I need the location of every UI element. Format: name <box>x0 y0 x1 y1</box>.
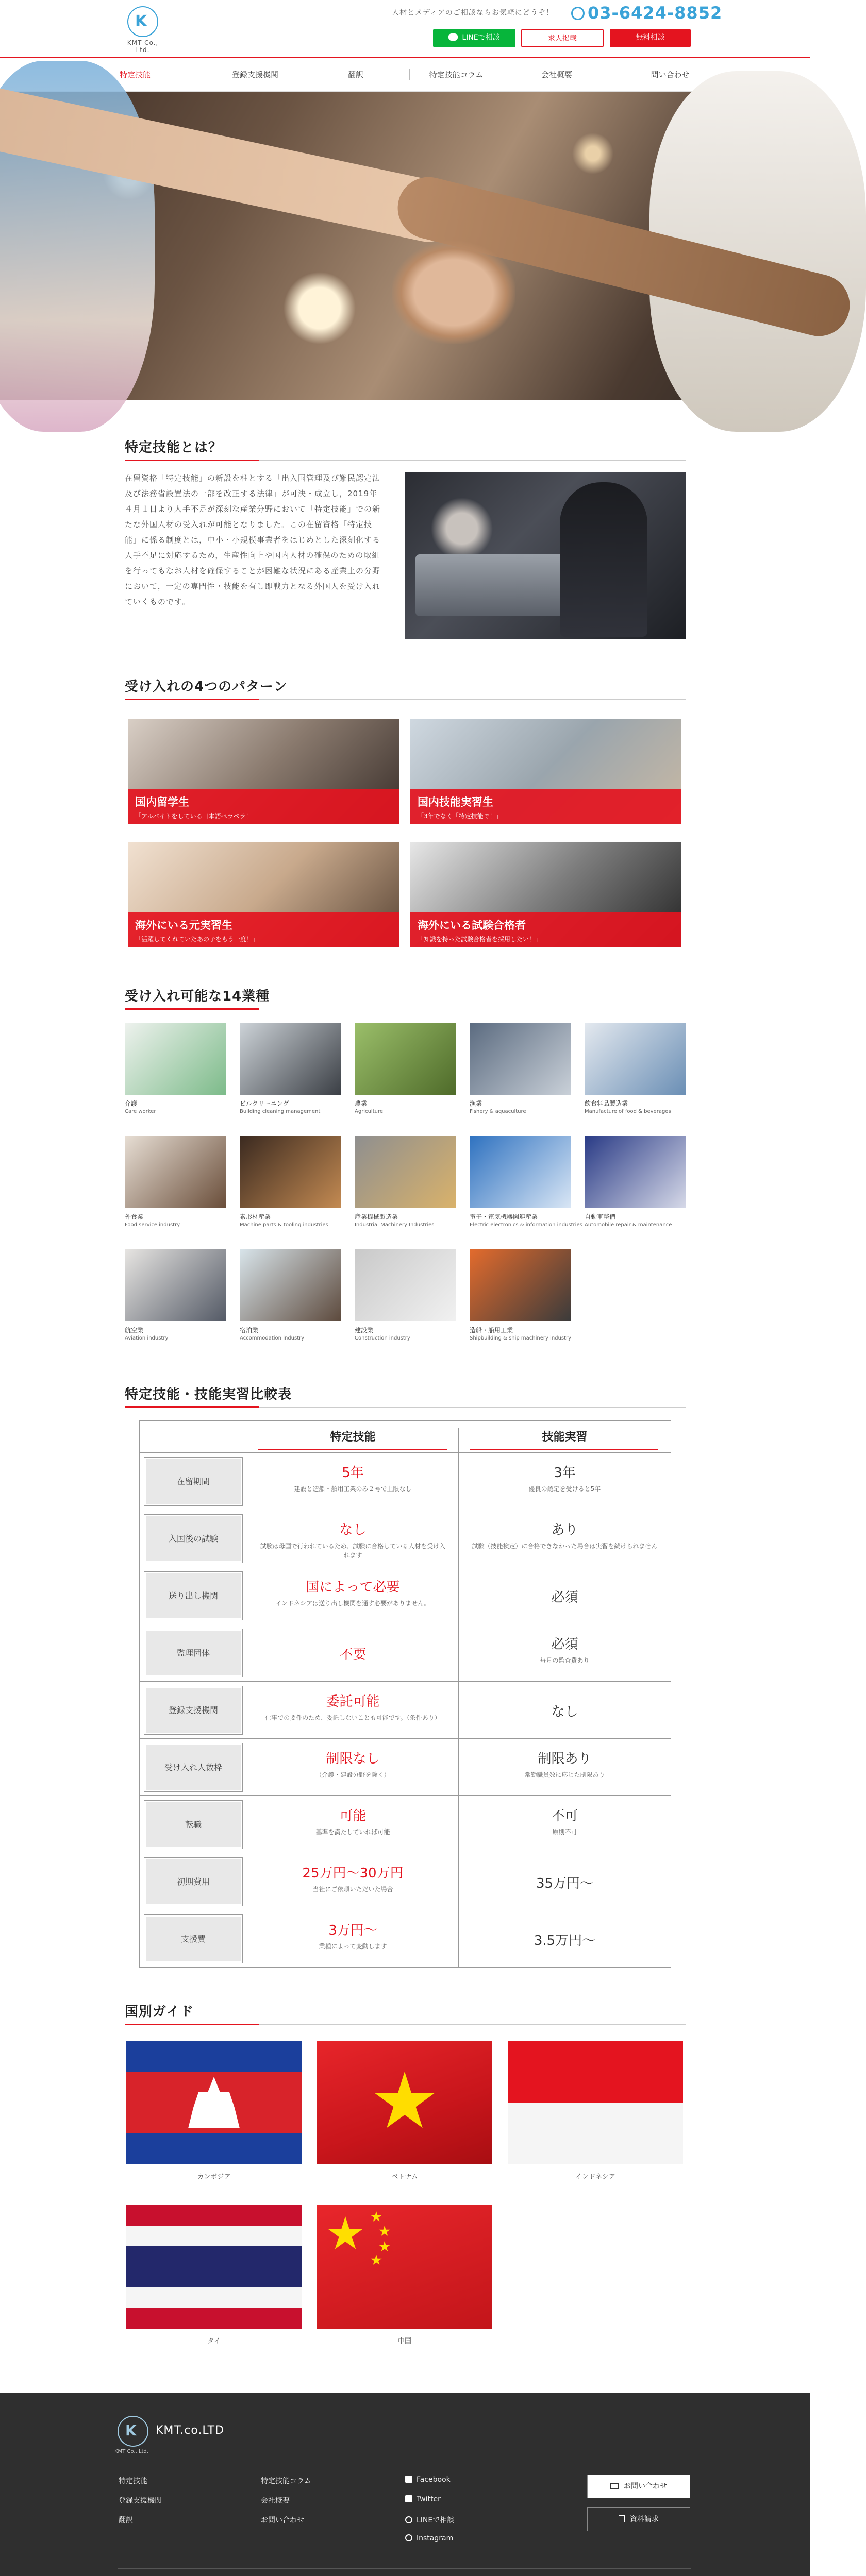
footer-link-company[interactable]: 会社概要 <box>261 2497 290 2505</box>
row-label: 支援費 <box>144 1914 243 1963</box>
jisshu-value: あり <box>551 1522 578 1538</box>
footer <box>0 2393 810 2576</box>
nav-divider <box>409 69 410 80</box>
industry-name-en: Aviation industry <box>125 1335 169 1341</box>
jisshu-cell <box>458 1453 671 1510</box>
instagram-icon <box>405 2534 412 2541</box>
jisshu-cell <box>458 1739 671 1796</box>
footer-logo-icon[interactable]: K <box>118 2416 148 2447</box>
line-icon <box>448 33 458 41</box>
pattern-caption <box>128 912 399 947</box>
footer-logo-subtitle: KMT Co., Ltd. <box>114 2449 148 2454</box>
flag-thailand[interactable] <box>126 2205 302 2329</box>
tokutei-value: なし <box>339 1522 367 1538</box>
jisshu-note: 毎月の監査費あり <box>540 1657 590 1664</box>
industry-name-en: Automobile repair & maintenance <box>585 1222 672 1228</box>
tokutei-note: 業種によって変動します <box>319 1943 387 1950</box>
industry-card[interactable] <box>585 1023 686 1114</box>
tokutei-note: 当社にご依頼いただいた場合 <box>312 1886 393 1893</box>
industry-card[interactable] <box>125 1249 226 1341</box>
industry-card[interactable] <box>240 1136 341 1228</box>
jisshu-cell <box>458 1796 671 1853</box>
nav-tokutei[interactable]: 特定技能 <box>119 70 151 79</box>
flag-cambodia[interactable] <box>126 2041 302 2164</box>
tokutei-note: 試験は母国で行われているため、試験に合格している人材を受け入れます <box>260 1543 446 1559</box>
tokutei-cell <box>247 1796 458 1853</box>
footer-link-column[interactable]: 特定技能コラム <box>261 2477 311 2485</box>
industry-card[interactable] <box>125 1136 226 1228</box>
tokutei-note: 建設と造船・舶用工業のみ２号で上限なし <box>294 1485 412 1493</box>
tokutei-value: 委託可能 <box>326 1694 380 1709</box>
patterns-title: 受け入れの4つのパターン <box>125 676 686 700</box>
table-row <box>140 1624 671 1682</box>
footer-link-translation[interactable]: 翻訳 <box>119 2516 133 2524</box>
industry-name: 産業機械製造業 <box>355 1213 398 1221</box>
flag-vietnam[interactable] <box>317 2041 492 2164</box>
tokutei-value: 5年 <box>342 1465 364 1481</box>
jisshu-value: 3年 <box>554 1465 576 1481</box>
row-label: 在留期間 <box>144 1457 243 1506</box>
industry-name-en: Accommodation industry <box>240 1335 305 1341</box>
industry-name-en: Fishery & aquaculture <box>470 1109 526 1114</box>
table-row <box>140 1682 671 1739</box>
about-text: 在留資格「特定技能」の新設を柱とする「出入国管理及び難民認定法及び法務省設置法の一部を改正する法律」が可決・成立し，2019年４月１日より人手不足が深刻な産業分野において「特定技能」での新たな外国人材の受入れが可能となりました。この在留資格「特定技能」に係る制度とは，中小・小規模事業者をはじめとした深刻化する人手不足に対応するため，生産性向上や国内人材の確保のための取組を行ってもなお人材を確保することが困難な状況にある産業上の分野において，一定の専門性・技能を有し即戦力となる外国人を受け入れていくものです。 <box>125 473 381 606</box>
tokutei-value: 制限なし <box>326 1751 380 1767</box>
footer-line[interactable] <box>405 2515 454 2525</box>
tokutei-cell <box>247 1624 458 1682</box>
pattern-caption <box>410 789 681 824</box>
industry-card[interactable] <box>585 1136 686 1228</box>
twitter-label: Twitter <box>417 2495 441 2503</box>
industry-name-en: Food service industry <box>125 1222 180 1228</box>
facebook-icon <box>405 2476 412 2483</box>
nav-support-org[interactable]: 登録支援機関 <box>231 70 278 79</box>
industry-photo <box>585 1136 686 1208</box>
footer-link-support-org[interactable]: 登録支援機関 <box>119 2497 162 2505</box>
pattern-title: 国内技能実習生 <box>418 796 493 808</box>
jisshu-value: 不可 <box>551 1808 578 1824</box>
pattern-subtitle: 「知識を持った試験合格者を採用したい！」 <box>418 936 542 943</box>
industry-card[interactable] <box>240 1023 341 1114</box>
industry-photo <box>355 1023 456 1095</box>
tokutei-value: 可能 <box>339 1808 367 1824</box>
row-label: 受け入れ人数枠 <box>144 1743 243 1792</box>
tokutei-cell <box>247 1510 458 1567</box>
industry-photo <box>355 1249 456 1321</box>
country-name: インドネシア <box>575 2173 615 2181</box>
compare-title: 特定技能・技能実習比較表 <box>125 1384 686 1408</box>
tokutei-cell <box>247 1853 458 1910</box>
tokutei-cell <box>247 1453 458 1510</box>
footer-brand: KMT.co.LTD <box>156 2424 224 2437</box>
pattern-card-trainee[interactable] <box>410 719 681 824</box>
industry-name-en: Building cleaning management <box>240 1109 321 1114</box>
footer-facebook[interactable] <box>405 2476 451 2484</box>
footer-instagram[interactable] <box>405 2534 453 2543</box>
table-row <box>140 1510 671 1567</box>
about-photo <box>405 472 686 639</box>
tokutei-note: 仕事での要件のため、委託しないことも可能です。（条件あり） <box>265 1714 441 1721</box>
nav-translation[interactable]: 翻訳 <box>347 70 363 79</box>
footer-link-tokutei[interactable]: 特定技能 <box>119 2477 147 2485</box>
nav-column[interactable]: 特定技能コラム <box>429 70 484 79</box>
industry-name: 介護 <box>125 1100 138 1107</box>
industry-photo <box>125 1136 226 1208</box>
row-label: 送り出し機関 <box>144 1571 243 1620</box>
table-row <box>140 1739 671 1796</box>
industry-card[interactable] <box>240 1249 341 1341</box>
jisshu-value: 必須 <box>551 1590 578 1605</box>
industry-name-en: Machine parts & tooling industries <box>240 1222 328 1228</box>
jisshu-value: 3.5万円〜 <box>534 1933 596 1948</box>
table-row <box>140 1796 671 1853</box>
row-label: 監理団体 <box>144 1629 243 1677</box>
industry-card[interactable] <box>470 1136 582 1228</box>
industry-name-en: Industrial Machinery Industries <box>355 1222 435 1228</box>
phone-number: 03-6424-8852 <box>588 3 723 23</box>
industry-card[interactable] <box>355 1249 456 1341</box>
row-label: 初期費用 <box>144 1857 243 1906</box>
jisshu-cell <box>458 1910 671 1968</box>
footer-link-contact[interactable]: お問い合わせ <box>261 2516 304 2524</box>
industry-name: 航空業 <box>125 1327 144 1334</box>
industry-name: 素形材産業 <box>240 1213 271 1221</box>
tokutei-note: （介護・建設分野を除く） <box>315 1771 390 1778</box>
pattern-subtitle: 「3年でなく「特定技能で！」」 <box>418 812 505 820</box>
mail-icon <box>610 2483 619 2489</box>
tokutei-cell <box>247 1567 458 1624</box>
industry-name: 飲食料品製造業 <box>585 1100 628 1107</box>
footer-docs-label: 資料請求 <box>630 2515 659 2523</box>
industry-photo <box>470 1136 571 1208</box>
industry-card[interactable] <box>355 1023 456 1114</box>
facebook-label: Facebook <box>417 2476 451 2484</box>
industry-photo <box>125 1249 226 1321</box>
jisshu-note: 試験（技能検定）に合格できなかった場合は実習を続けられません <box>472 1543 658 1550</box>
pattern-title: 海外にいる試験合格者 <box>418 919 526 931</box>
industry-card[interactable] <box>125 1023 226 1114</box>
table-row <box>140 1567 671 1624</box>
phone-icon <box>571 7 585 20</box>
industry-name-en: Electric electronics & information industries <box>470 1222 582 1228</box>
industry-name: 漁業 <box>470 1100 482 1107</box>
jisshu-note: 優良の認定を受けると5年 <box>528 1485 601 1493</box>
country-name: 中国 <box>397 2337 411 2345</box>
line-consult-button[interactable] <box>433 29 515 47</box>
industry-photo <box>125 1023 226 1095</box>
tokutei-value: 25万円〜30万円 <box>302 1866 404 1881</box>
logo-icon: K <box>127 6 158 37</box>
industry-name-en: Care worker <box>125 1109 156 1114</box>
header-note: 人材とメディアのご相談ならお気軽にどうぞ！ <box>392 9 554 17</box>
row-label: 転職 <box>144 1800 243 1849</box>
header-phone[interactable] <box>571 3 722 23</box>
tokutei-note: 基準を満たしていれば可能 <box>315 1828 390 1836</box>
pattern-title: 国内留学生 <box>135 796 189 808</box>
jisshu-note: 原則不可 <box>552 1828 577 1836</box>
flag-china[interactable] <box>317 2205 492 2329</box>
industries-title: 受け入れ可能な14業種 <box>125 986 686 1009</box>
tokutei-cell <box>247 1739 458 1796</box>
industry-name-en: Agriculture <box>355 1109 383 1114</box>
jisshu-cell <box>458 1567 671 1624</box>
line-consult-label: LINEで相談 <box>462 33 500 42</box>
footer-contact-button[interactable] <box>587 2475 690 2498</box>
pattern-caption <box>410 912 681 947</box>
about-title: 特定技能とは？ <box>125 437 686 461</box>
industry-card[interactable] <box>470 1023 571 1114</box>
table-row <box>140 1853 671 1910</box>
header <box>0 0 810 57</box>
country-name: タイ <box>207 2337 221 2345</box>
line-icon <box>405 2516 412 2523</box>
country-name: ベトナム <box>391 2173 418 2181</box>
footer-twitter[interactable] <box>405 2495 441 2503</box>
col-jisshu: 技能実習 <box>458 1428 671 1453</box>
jisshu-cell <box>458 1510 671 1567</box>
industry-name: ビルクリーニング <box>240 1100 289 1107</box>
line-label: LINEで相談 <box>417 2516 455 2524</box>
jisshu-value: 35万円〜 <box>536 1876 594 1891</box>
row-label: 入国後の試験 <box>144 1514 243 1563</box>
country-name: カンボジア <box>197 2173 231 2181</box>
tokutei-note: インドネシアは送り出し機関を通す必要がありません。 <box>275 1600 430 1607</box>
free-consult-button[interactable]: 無料相談 <box>610 29 691 47</box>
pattern-card-former-trainee[interactable] <box>128 842 399 947</box>
tokutei-cell <box>247 1910 458 1968</box>
industry-photo <box>585 1023 686 1095</box>
col-tokutei: 特定技能 <box>247 1428 458 1453</box>
compare-table <box>139 1420 671 1968</box>
industry-photo <box>470 1023 571 1095</box>
flag-indonesia[interactable] <box>508 2041 683 2164</box>
industry-name: 宿泊業 <box>240 1327 259 1334</box>
industry-photo <box>355 1136 456 1208</box>
footer-docs-button[interactable] <box>587 2507 690 2531</box>
jisshu-note: 常勤職員数に応じた制限あり <box>524 1771 605 1778</box>
row-label: 登録支援機関 <box>144 1686 243 1735</box>
logo-subtitle: KMT Co., Ltd. <box>127 39 159 54</box>
table-header-row <box>140 1421 671 1453</box>
pattern-card-exam-passer[interactable] <box>410 842 681 947</box>
logo[interactable] <box>125 6 161 53</box>
pattern-subtitle: 「アルバイトをしている日本語ペラペラ！」 <box>135 812 258 820</box>
jisshu-cell <box>458 1682 671 1739</box>
footer-contact-label: お問い合わせ <box>624 2482 667 2490</box>
industry-photo <box>240 1249 341 1321</box>
jisshu-value: なし <box>551 1704 578 1720</box>
recruit-button[interactable]: 求人掲載 <box>521 29 604 47</box>
countries-title: 国別ガイド <box>125 2001 686 2025</box>
industry-name: 電子・電気機器関連産業 <box>470 1213 538 1221</box>
jisshu-cell <box>458 1853 671 1910</box>
industry-name-en: Construction industry <box>355 1335 410 1341</box>
table-row <box>140 1910 671 1968</box>
industry-photo <box>240 1136 341 1208</box>
industry-photo <box>240 1023 341 1095</box>
twitter-icon <box>405 2495 412 2502</box>
jisshu-cell <box>458 1624 671 1682</box>
table-row <box>140 1453 671 1510</box>
document-icon <box>619 2515 625 2522</box>
pattern-title: 海外にいる元実習生 <box>135 919 232 931</box>
tokutei-value: 不要 <box>339 1647 367 1663</box>
pattern-subtitle: 「活躍してくれていたあの子をもう一度！」 <box>135 936 259 943</box>
tokutei-value: 3万円〜 <box>328 1923 377 1938</box>
hero-image <box>0 92 810 400</box>
industry-name: 外食業 <box>125 1213 144 1221</box>
tokutei-value: 国によって必要 <box>306 1580 400 1595</box>
industry-name: 農業 <box>355 1100 368 1107</box>
industry-name-en: Shipbuilding & ship machinery industry <box>470 1335 572 1341</box>
industry-card[interactable] <box>470 1249 571 1341</box>
industry-name: 自動車整備 <box>585 1213 616 1221</box>
industry-name: 建設業 <box>355 1327 374 1334</box>
jisshu-value: 制限あり <box>538 1751 592 1767</box>
industry-card[interactable] <box>355 1136 456 1228</box>
nav-company[interactable]: 会社概要 <box>541 70 572 79</box>
pattern-card-student[interactable] <box>128 719 399 824</box>
industry-photo <box>470 1249 571 1321</box>
pattern-caption <box>128 789 399 824</box>
industry-name: 造船・船用工業 <box>470 1327 513 1334</box>
jisshu-value: 必須 <box>551 1637 578 1652</box>
instagram-label: Instagram <box>417 2534 454 2543</box>
nav-contact[interactable]: 問い合わせ <box>651 70 690 79</box>
tokutei-cell <box>247 1682 458 1739</box>
industry-name-en: Manufacture of food & beverages <box>585 1109 671 1114</box>
